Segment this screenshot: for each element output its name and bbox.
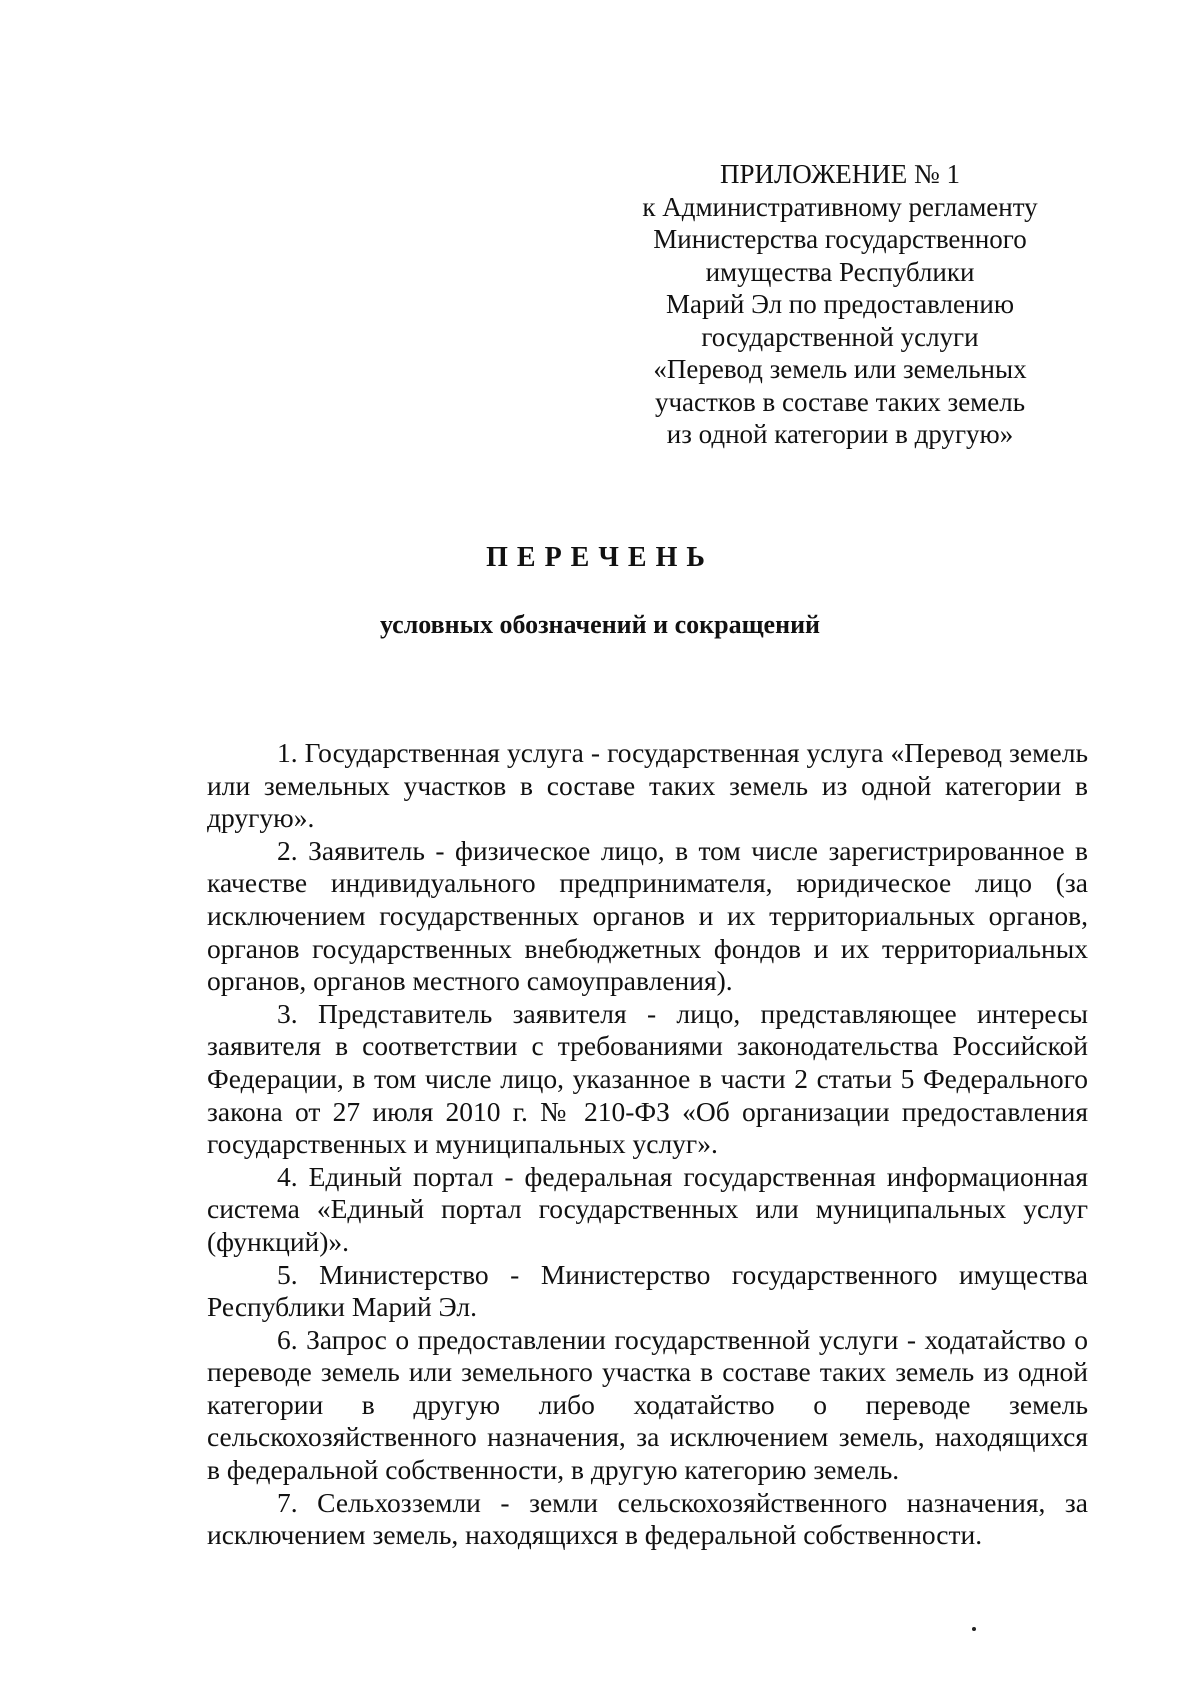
definitions-list [207,737,1088,1552]
item-number: 4. [277,1160,298,1192]
definition-item [207,1324,1088,1487]
appendix-line: ПРИЛОЖЕНИЕ № 1 [719,159,961,189]
appendix-line: государственной услуги [701,321,979,352]
appendix-line: «Перевод земель или земельных [653,354,1027,384]
appendix-line: имущества Республики [705,256,975,287]
item-text: Государственная услуга - государственная услуга «Перевод земель или земельных участков в составе таких земель из одной категории в другую». [207,737,1089,834]
appendix-line: Марий Эл по предоставлению [665,289,1015,319]
item-number: 6. [277,1323,298,1355]
item-text: Заявитель - физическое лицо, в том числе зарегистрированное в качестве индивидуального предпринимателя, юридическое лицо (за исключением государственных органов и их территориальных органов, органов государственных внебюджетных фондов и их территориальных органов, органов местного самоуправления). [207,834,1089,997]
definition-item [207,835,1088,998]
appendix-line: к Административному регламенту [642,191,1038,222]
appendix-line: Министерства государственного [653,224,1027,254]
item-number: 5. [277,1258,298,1290]
scan-dot-mark [972,1627,976,1631]
definition-item [207,737,1088,835]
definition-item [207,1259,1088,1324]
item-text: Единый портал - федеральная государственная информационная система «Единый портал государственных или муниципальных услуг (функций)». [207,1160,1089,1257]
definition-item [207,998,1088,1161]
appendix-line: участков в составе таких земель [654,386,1026,417]
item-text: Представитель заявителя - лицо, представляющее интересы заявителя в соответствии с требованиями законодательства Российской Федерации, в том числе лицо, указанное в части 2 статьи 5 Федерального закона от 27 июля 2010 г. № 210-ФЗ «Об организации предоставления государственных и муниципальных услуг». [207,997,1089,1160]
item-text: Сельхозземли - земли сельскохозяйственного назначения, за исключением земель, находящихся в федеральной собственности. [207,1486,1089,1551]
document-subtitle: условных обозначений и сокращений [379,610,821,639]
appendix-line: из одной категории в другую» [666,419,1014,449]
definition-item [207,1161,1088,1259]
item-number: 3. [277,997,298,1029]
item-number: 2. [277,834,298,866]
item-text: Министерство - Министерство государственного имущества Республики Марий Эл. [207,1258,1088,1323]
appendix-header [620,158,1060,451]
definition-item [207,1487,1088,1552]
item-text: Запрос о предоставлении государственной услуги - ходатайство о переводе земель или земельного участка в составе таких земель из одной категории в другую либо ходатайство о переводе земель сельскохозяйственного назначения, за исключением земель, находящихся в федеральной собственности, в другую категорию земель. [207,1323,1089,1486]
document-title: ПЕРЕЧЕНЬ [486,542,714,573]
item-number: 7. [277,1486,298,1518]
item-number: 1. [277,737,298,768]
